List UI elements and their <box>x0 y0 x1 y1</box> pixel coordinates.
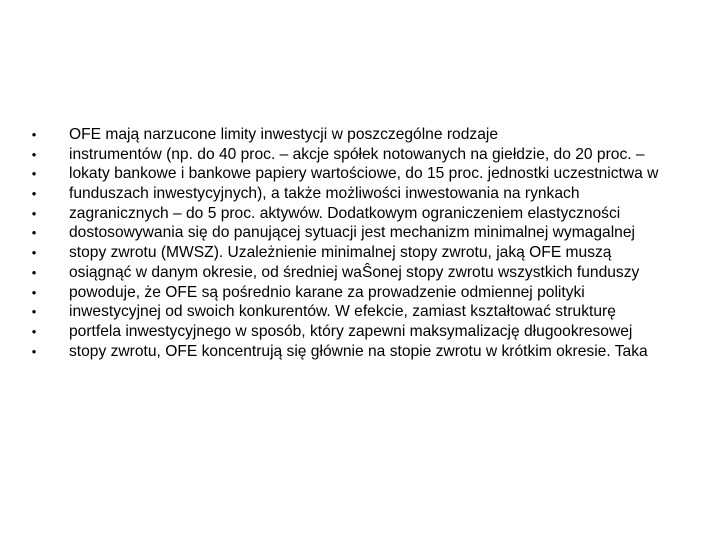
bullet-dot-icon: • <box>31 304 37 320</box>
bullet-dot-icon: • <box>31 264 37 280</box>
bullet-text: stopy zwrotu, OFE koncentrują się głównie na stopie zwrotu w krótkim okresie. Taka <box>69 342 648 360</box>
bullet-text: osiągnąć w danym okresie, od średniej waŜonej stopy zwrotu wszystkich funduszy <box>69 263 640 281</box>
bullet-text: instrumentów (np. do 40 proc. – akcje spółek notowanych na giełdzie, do 20 proc. – <box>69 145 645 163</box>
bullet-dot-icon: • <box>31 166 37 182</box>
bullet-text: dostosowywania się do panującej sytuacji jest mechanizm minimalnej wymagalnej <box>69 224 635 242</box>
bullet-item-10 <box>28 304 700 321</box>
bullet-dot-icon: • <box>31 146 37 162</box>
bullet-item-3 <box>28 166 700 183</box>
bullet-item-12 <box>28 344 700 361</box>
bullet-text: powoduje, że OFE są pośrednio karane za prowadzenie odmiennej polityki <box>69 283 585 301</box>
bullet-item-5 <box>28 206 700 223</box>
bullet-item-1 <box>28 127 700 144</box>
bullet-text: lokaty bankowe i bankowe papiery wartościowe, do 15 proc. jednostki uczestnictwa w <box>69 165 659 183</box>
bullet-text: zagranicznych – do 5 proc. aktywów. Dodatkowym ograniczeniem elastyczności <box>69 204 621 222</box>
bullet-dot-icon: • <box>31 245 37 261</box>
bullet-dot-icon: • <box>31 186 37 202</box>
bullet-item-4 <box>28 186 700 203</box>
bullet-text: funduszach inwestycyjnych), a także możliwości inwestowania na rynkach <box>69 185 580 203</box>
bullet-dot-icon: • <box>31 225 37 241</box>
bullet-item-9 <box>28 285 700 302</box>
bullet-item-7 <box>28 245 700 262</box>
bullet-text: portfela inwestycyjnego w sposób, który zapewni maksymalizację długookresowej <box>69 322 633 340</box>
bullet-item-11 <box>28 324 700 341</box>
bullet-item-2 <box>28 147 700 164</box>
bullet-text: inwestycyjnej od swoich konkurentów. W efekcie, zamiast kształtować strukturę <box>69 303 616 321</box>
bullet-dot-icon: • <box>31 284 37 300</box>
bullet-dot-icon: • <box>31 323 37 339</box>
bullet-dot-icon: • <box>31 127 37 142</box>
bullet-list <box>28 127 700 363</box>
bullet-dot-icon: • <box>31 343 37 359</box>
bullet-text: OFE mają narzucone limity inwestycji w poszczególne rodzaje <box>69 126 499 143</box>
bullet-text: stopy zwrotu (MWSZ). Uzależnienie minimalnej stopy zwrotu, jaką OFE muszą <box>69 244 612 262</box>
bullet-item-6 <box>28 225 700 242</box>
bullet-item-8 <box>28 265 700 282</box>
bullet-dot-icon: • <box>31 205 37 221</box>
